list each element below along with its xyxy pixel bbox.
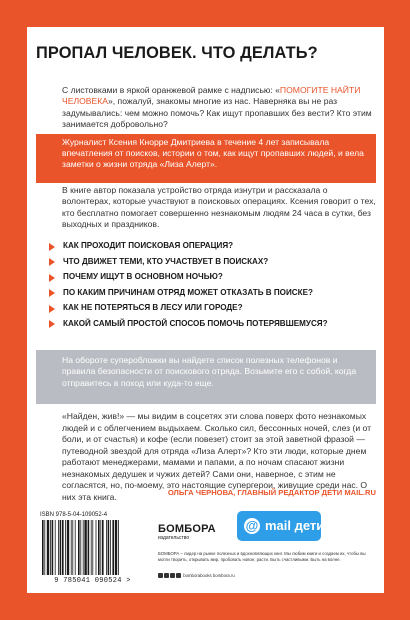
publisher-subtitle: издательство <box>158 535 190 541</box>
youtube-icon <box>176 573 181 578</box>
intro-after: », пожалуй, знакомы многие из нас. Наверняка вы не раз задумывались: чем можно помочь? Как ищут пропавших без вести? Кто этим занимается добровольно? <box>62 96 372 130</box>
quote-attribution: ОЛЬГА ЧЕРНОВА, ГЛАВНЫЙ РЕДАКТОР ДЕТИ MAIL.RU <box>167 488 376 497</box>
barcode-number: 9 785041 090524 > <box>54 577 131 585</box>
social-links <box>158 573 235 578</box>
intro-highlight: ПОМОГИТЕ НАЙТИ ЧЕЛОВЕКА <box>62 85 361 107</box>
list-item: ПО КАКИМ ПРИЧИНАМ ОТРЯД МОЖЕТ ОТКАЗАТЬ В ПОИСКЕ? <box>62 285 382 301</box>
arrow-right-icon <box>49 305 55 313</box>
quote-paragraph: «Найден, жив!» — мы видим в соцсетях эти слова поверх фото незнакомых людей и с облегчением выдыхаем. Сколько сил, бессонных ночей, слез (и от боли, и от счастья) и кофе (если повезет) стоит за этой заветной фразой — путеводной звездой для отряда «Лиза Алерт»? Кто эти люди, которые днем работают менеджерами, мамами и папами, а по ночам спасают жизни незнакомых дедушек и чужих детей? Сами они, наверное, с этим не согласятся, но, по-моему, это настоящие супергерои, живущие среди нас. О них эта книга. <box>62 411 372 502</box>
headline: ПРОПАЛ ЧЕЛОВЕК. ЧТО ДЕЛАТЬ? <box>36 44 318 62</box>
publisher-name: БОМБОРА <box>158 523 216 535</box>
facebook-icon <box>164 573 169 578</box>
vk-icon <box>158 573 163 578</box>
list-item: КАК ПРОХОДИТ ПОИСКОВАЯ ОПЕРАЦИЯ? <box>62 238 382 254</box>
mail-deti-logo <box>237 511 325 541</box>
gray-callout-text: На обороте суперобложки вы найдете список полезных телефонов и правила безопасности от поискового отряда. Возьмите его с собой, когда отправитесь в поход или куда-то еще. <box>62 355 357 388</box>
arrow-right-icon <box>49 243 55 251</box>
barcode-icon <box>40 520 144 576</box>
intro-paragraph <box>62 85 376 131</box>
gray-callout <box>36 350 376 404</box>
orange-callout-text: Журналист Ксения Кнорре Дмитриева в течение 4 лет записывала впечатления от поисков, истории о том, как ищут пропавших людей, и вела заметки о жизни отряда «Лиза Алерт». <box>62 137 364 169</box>
at-sign-icon: @ <box>245 518 259 533</box>
arrow-right-icon <box>49 258 55 266</box>
list-item: КАКОЙ САМЫЙ ПРОСТОЙ СПОСОБ ПОМОЧЬ ПОТЕРЯВШЕМУСЯ? <box>62 316 382 332</box>
question-list <box>62 238 382 332</box>
mail-deti-text: mail дети <box>265 518 325 533</box>
arrow-right-icon <box>49 320 55 328</box>
intro-before: С листовками в яркой оранжевой рамке с надписью: « <box>62 85 280 95</box>
arrow-right-icon <box>49 274 55 282</box>
instagram-icon <box>170 573 175 578</box>
list-item: КАК НЕ ПОТЕРЯТЬСЯ В ЛЕСУ ИЛИ ГОРОДЕ? <box>62 300 382 316</box>
isbn: ISBN 978-5-04-109052-4 <box>40 512 108 518</box>
list-item: ПОЧЕМУ ИЩУТ В ОСНОВНОМ НОЧЬЮ? <box>62 269 382 285</box>
orange-callout <box>36 134 376 183</box>
publisher-description: БОМБОРА – лидер на рынке полезных и вдохновляющих книг. Мы любим книги и создаем их, чтобы вы могли творить, открывать мир, пробовать новое, расти. Быть счастливыми. Быть на волне. <box>158 551 366 562</box>
social-text: bomborabooks bombora.ru <box>183 573 235 578</box>
publisher-logo <box>158 524 216 542</box>
list-item: ЧТО ДВИЖЕТ ТЕМИ, КТО УЧАСТВУЕТ В ПОИСКАХ? <box>62 254 382 270</box>
arrow-right-icon <box>49 289 55 297</box>
book-description: В книге автор показала устройство отряда изнутри и рассказала о волонтерах, которые участвуют в поисковых операциях. Ксения говорит о тех, кто бесплатно помогает совершенно незнакомым людям 24 часа в сутки, без выходных и праздников. <box>62 185 376 230</box>
